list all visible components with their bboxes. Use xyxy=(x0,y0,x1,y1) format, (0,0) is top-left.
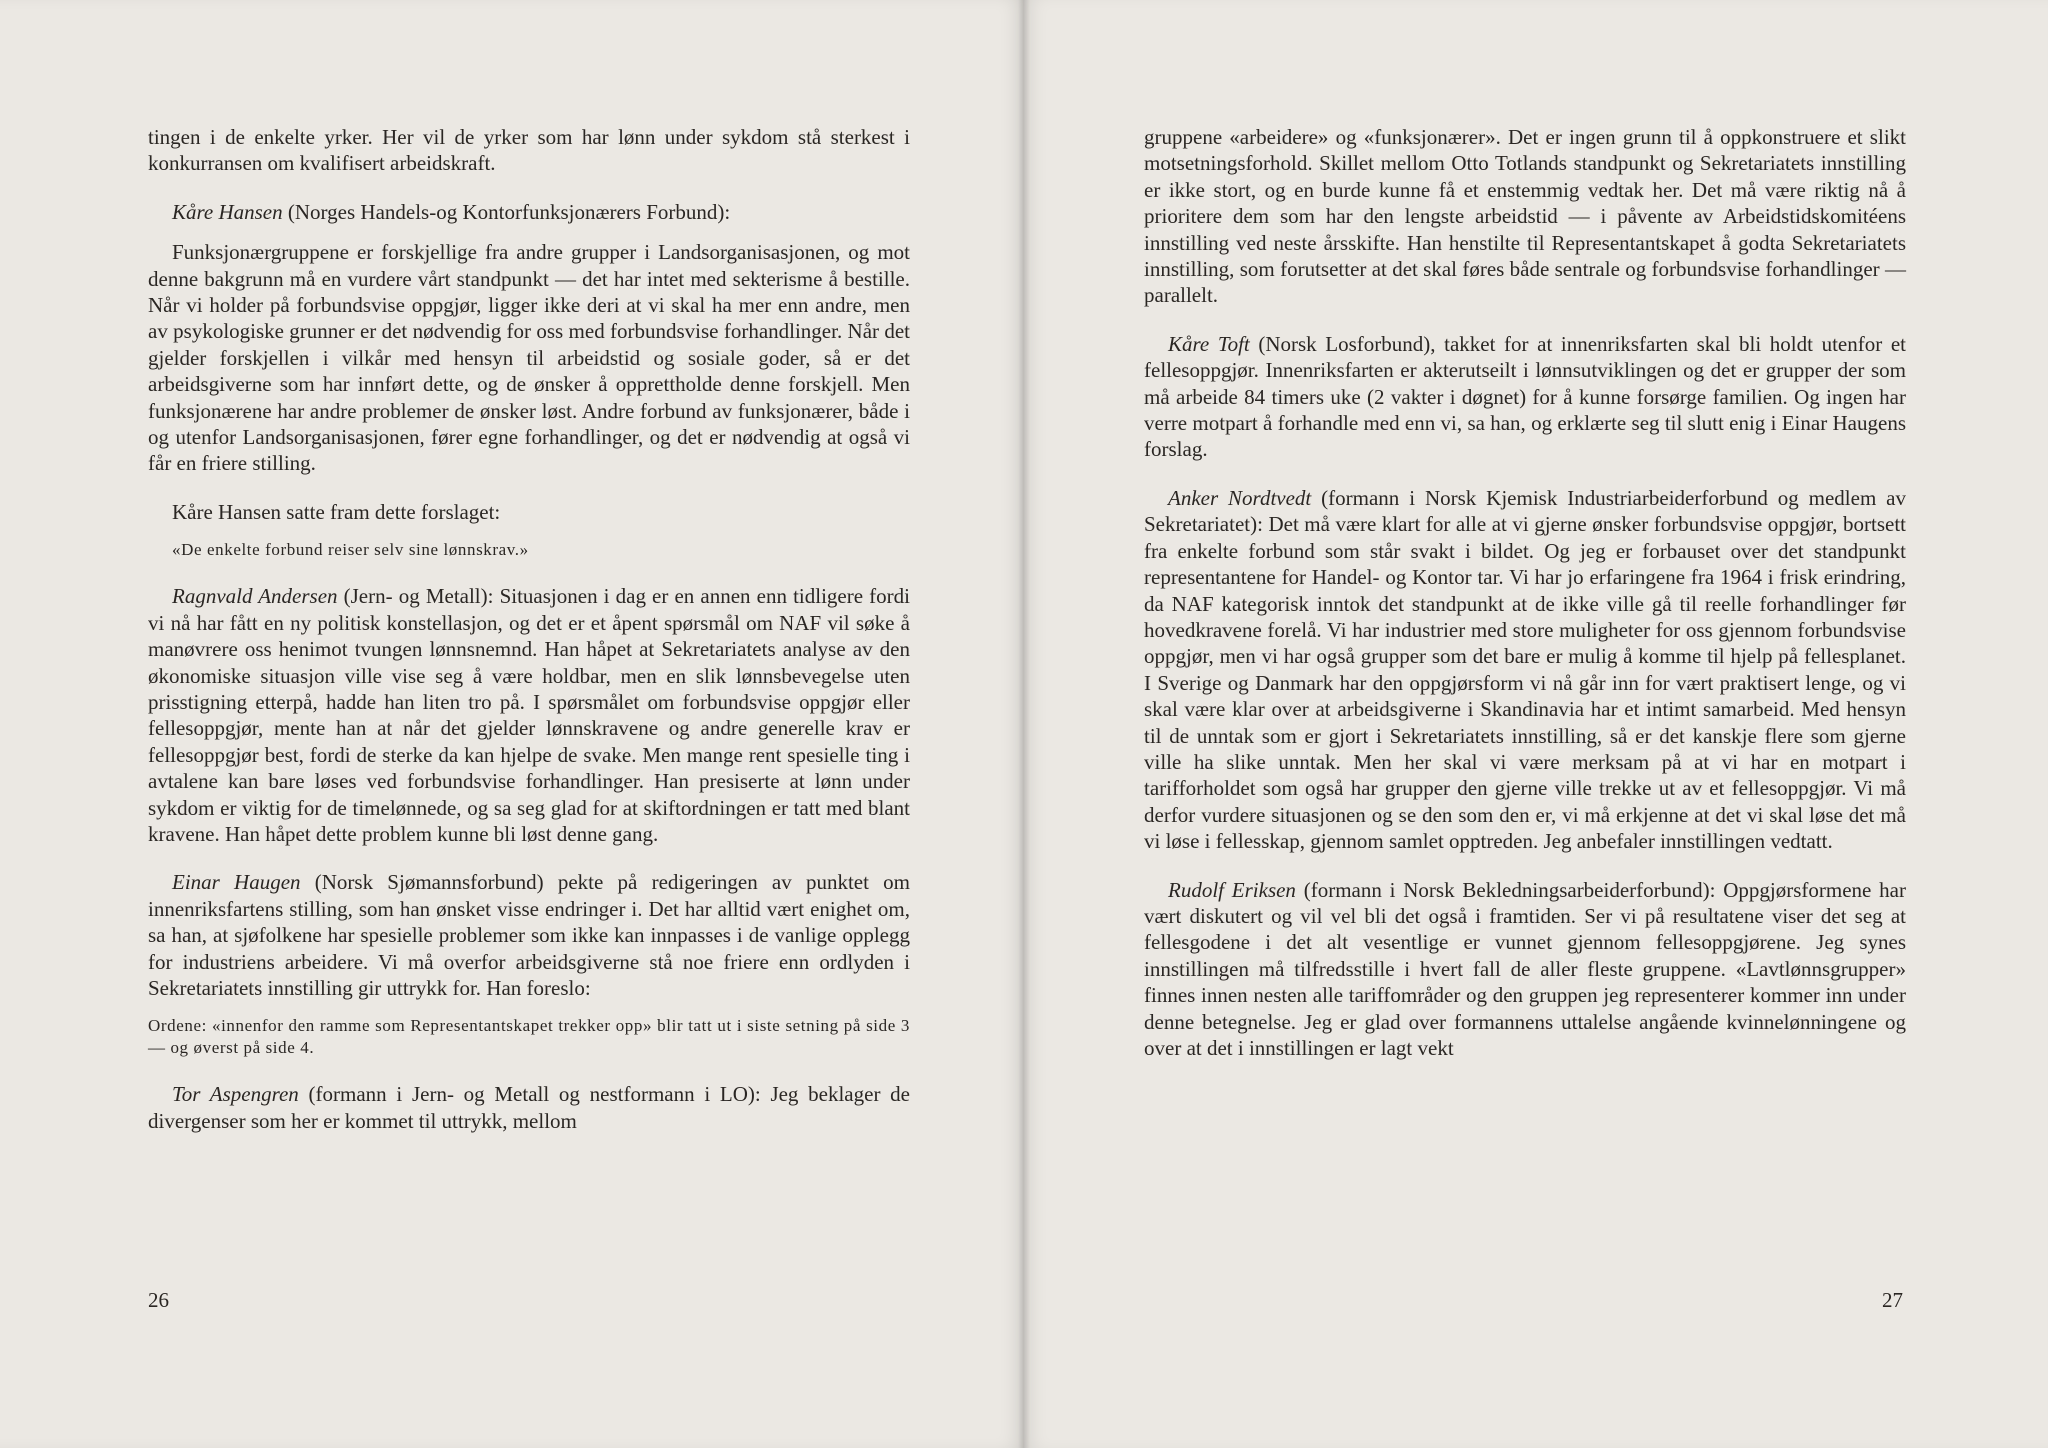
page-number: 27 xyxy=(1882,1288,1903,1312)
right-text-column xyxy=(1144,124,1906,1061)
speaker-name: Einar Haugen xyxy=(172,870,301,895)
speaker-name: Ragnvald Andersen xyxy=(172,584,338,609)
paragraph xyxy=(148,1081,910,1134)
right-page xyxy=(1024,0,2048,1448)
paragraph: Kåre Hansen satte fram dette forslaget: xyxy=(172,499,501,524)
paragraph xyxy=(148,199,910,225)
paragraph xyxy=(1144,331,1906,463)
paragraph: tingen i de enkelte yrker. Her vil de yrker som har lønn under sykdom stå sterkest i konkurransen om kvalifisert arbeidskraft. xyxy=(148,125,910,176)
speaker-name: Kåre Toft xyxy=(1168,331,1250,356)
paragraph-text: (Norsk Losforbund), takket for at innenriksfarten skal bli holdt utenfor et fellesoppgjør. Innenriksfarten er akterutseilt i lønnsutviklingen og det er grupper der som må arbeide 84 timers uke (2 vakter i døgnet) for å kunne forsørge familien. Og ingen har verre motpart å forhandle med enn vi, sa han, og erklærte seg til slutt enig i Einar Haugens forslag. xyxy=(1144,331,1906,462)
speaker-name: Rudolf Eriksen xyxy=(1168,877,1296,902)
proposal-quote: «De enkelte forbund reiser selv sine lønnskrav.» xyxy=(172,540,529,560)
paragraph xyxy=(148,869,910,1001)
paragraph-text: (formann i Norsk Kjemisk Industriarbeiderforbund og medlem av Sekretariatet): Det må være klart for alle at vi gjerne ønsker forbundsvise oppgjør, bortsett fra enkelte forbund som står svakt i bildet. Og jeg er forbauset over det standpunkt representantene for Handel- og Kontor tar. Vi har jo erfaringene fra 1964 i frisk erindring, da NAF kategorisk inntok det standpunkt at de ikke ville gå til reelle forhandlinger før hovedkravene forelå. Vi har industrier med store muligheter for oss gjennom forbundsvise oppgjør, men vi har også grupper som det bare er mulig å komme til hjelp på fellesplanet. I Sverige og Danmark har den oppgjørsform vi nå går inn for vært praktisert lenge, og vi skal være klar over at arbeidsgiverne i Skandinavia har et intimt samarbeid. Med hensyn til de unntak som er gjort i Sekretariatets innstilling, så er det kanskje flere som gjerne ville ha slike unntak. Men her skal vi være merksam på at vi har en motpart i tarifforholdet som også har grupper den gjerne ville trekke ut av et fellesoppgjør. Vi må derfor vurdere situasjonen og se den som den er, vi må erkjenne at det vi skal løse det må vi løse i fellesskap, gjennom samlet opptreden. Jeg anbefaler innstillingen vedtatt. xyxy=(1144,485,1906,854)
speaker-name: Kåre Hansen xyxy=(172,199,283,224)
paragraph xyxy=(1144,877,1906,1062)
paragraph: gruppene «arbeidere» og «funksjonærer». Det er ingen grunn til å oppkonstruere et slikt motsetningsforhold. Skillet mellom Otto Totlands standpunkt og Sekretariatets innstilling er ikke stort, og en burde kunne få et enstemmig vedtak her. Det må være riktig nå å prioritere dem som har den lengste arbeidstid — i påvente av Arbeidstidskomitéens innstilling ved neste årsskifte. Han henstilte til Representantskapet å godta Sekretariatets innstilling, som forutsetter at det skal føres både sentrale og forbundsvise forhandlinger — parallelt. xyxy=(1144,125,1906,308)
paragraph xyxy=(1144,485,1906,855)
paragraph-text: (Norges Handels-og Kontorfunksjonærers Forbund): xyxy=(282,199,731,224)
paragraph-text: (formann i Norsk Bekledningsarbeiderforbund): Oppgjørsformene har vært diskutert og vil vel bli det også i framtiden. Ser vi på resultatene viser det seg at fellesgodene i det alt vesentlige er vunnet gjennom fellesoppgjørene. Jeg synes innstillingen må tilfredsstille i hvert fall de aller fleste gruppene. «Lavtlønnsgrupper» finnes innen nesten alle tariffområder og den gruppen jeg representerer kommer inn under denne betegnelse. Jeg er glad over formannens uttalelse angående kvinnelønningene og over at det i innstillingen er lagt vekt xyxy=(1144,877,1906,1060)
speaker-name: Tor Aspengren xyxy=(172,1082,299,1107)
paragraph-text: (Jern- og Metall): Situasjonen i dag er en annen enn tidligere fordi vi nå har fått en ny politisk konstellasjon, og det er et åpent spørsmål om NAF vil søke å manøvrere oss henimot tvungen lønnsnemnd. Han håpet at Sekretariatets analyse av den økonomiske situasjon ville vise seg å være holdbar, men en slik lønnsbevegelse uten prisstigning etterpå, hadde han liten tro på. I spørsmålet om forbundsvise oppgjør eller fellesoppgjør, mente han at når det gjelder lønnskravene og andre generelle krav er fellesoppgjør best, fordi de sterke da kan hjelpe de svake. Men mange rent spesielle ting i avtalene kan bare løses ved forbundsvise forhandlinger. Han presiserte at lønn under sykdom er viktig for de timelønnede, og sa seg glad for at skiftordningen er tatt med blant kravene. Han håpet dette problem kunne bli løst denne gang. xyxy=(148,584,910,846)
paragraph: Funksjonærgruppene er forskjellige fra andre grupper i Landsorganisasjonen, og mot denne bakgrunn må en vurdere vårt standpunkt — det har intet med sekterisme å bestille. Når vi holder på forbundsvise oppgjør, ligger ikke deri at vi skal ha mer enn andre, men av psykologiske grunner er det nødvendig for oss med forbundsvise forhandlinger. Når det gjelder forskjellen i vilkår med hensyn til arbeidstid og sosiale goder, så er det arbeidsgiverne som har innført dette, og de ønsker å opprettholde denne forskjell. Men funksjonærene har andre problemer de ønsker løst. Andre forbund av funksjonærer, både i og utenfor Landsorganisasjonen, fører egne forhandlinger, og det er nødvendig at også vi får en friere stilling. xyxy=(148,240,910,476)
left-text-column xyxy=(148,124,910,1134)
proposal-quote: Ordene: «innenfor den ramme som Representantskapet trekker opp» blir tatt ut i siste setning på side 3 — og øverst på side 4. xyxy=(148,1016,910,1058)
book-gutter xyxy=(1018,0,1030,1448)
paragraph xyxy=(148,583,910,847)
page-number: 26 xyxy=(148,1288,169,1312)
paragraph-text: (formann i Jern- og Metall og nestformann i LO): Jeg beklager de divergenser som her er kommet til uttrykk, mellom xyxy=(148,1082,910,1133)
paragraph-text: (Norsk Sjømannsforbund) pekte på redigeringen av punktet om innenriksfartens stilling, som han ønsket visse endringer i. Det har alltid vært enighet om, sa han, at sjøfolkene har spesielle problemer som ikke kan innpasses i de vanlige opplegg for industriens arbeidere. Vi må overfor arbeidsgiverne stå noe friere enn ordlyden i Sekretariatets innstilling gir uttrykk for. Han foreslo: xyxy=(148,870,910,1000)
speaker-name: Anker Nordtvedt xyxy=(1168,485,1312,510)
